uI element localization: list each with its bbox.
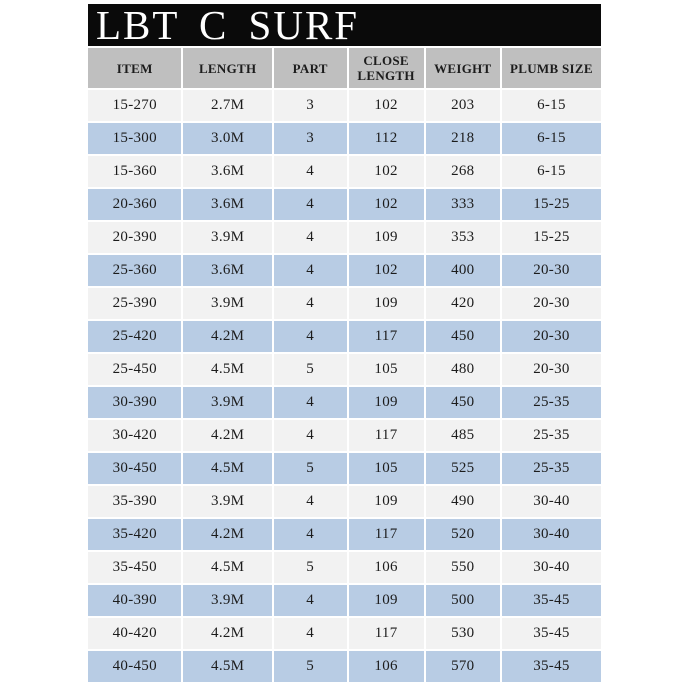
table-cell: 105 (349, 453, 424, 484)
table-cell: 112 (349, 123, 424, 154)
table-cell: 30-40 (502, 486, 601, 517)
table-cell: 4 (274, 222, 347, 253)
table-cell: 35-420 (88, 519, 181, 550)
table-cell: 6-15 (502, 123, 601, 154)
table-row (88, 651, 601, 682)
table-cell: 520 (426, 519, 500, 550)
table-cell: 25-450 (88, 354, 181, 385)
table-cell: 3.9M (183, 486, 271, 517)
table-cell: 5 (274, 552, 347, 583)
table-row (88, 255, 601, 286)
table-cell: 20-30 (502, 354, 601, 385)
table-cell: 4 (274, 519, 347, 550)
table-cell: 40-450 (88, 651, 181, 682)
table-row (88, 585, 601, 616)
table-cell: 2.7M (183, 90, 271, 121)
table-cell: 6-15 (502, 90, 601, 121)
table-cell: 4.5M (183, 651, 271, 682)
table-cell: 30-40 (502, 519, 601, 550)
table-cell: 3.9M (183, 387, 271, 418)
table-cell: 500 (426, 585, 500, 616)
table-cell: 4 (274, 585, 347, 616)
column-header: CLOSE LENGTH (349, 48, 424, 88)
table-cell: 40-420 (88, 618, 181, 649)
table-cell: 109 (349, 387, 424, 418)
table-cell: 268 (426, 156, 500, 187)
table-cell: 4.2M (183, 519, 271, 550)
table-cell: 25-390 (88, 288, 181, 319)
table-cell: 6-15 (502, 156, 601, 187)
table-cell: 25-35 (502, 387, 601, 418)
table-cell: 102 (349, 90, 424, 121)
table-cell: 4.5M (183, 552, 271, 583)
table-cell: 5 (274, 651, 347, 682)
table-cell: 30-420 (88, 420, 181, 451)
table-row (88, 387, 601, 418)
table-cell: 4.5M (183, 354, 271, 385)
table-cell: 15-300 (88, 123, 181, 154)
table-cell: 35-45 (502, 651, 601, 682)
table-cell: 30-40 (502, 552, 601, 583)
table-cell: 15-25 (502, 222, 601, 253)
table-cell: 15-270 (88, 90, 181, 121)
table-cell: 40-390 (88, 585, 181, 616)
table-cell: 450 (426, 321, 500, 352)
table-cell: 4 (274, 486, 347, 517)
table-row (88, 618, 601, 649)
table-cell: 102 (349, 189, 424, 220)
table-cell: 3.6M (183, 189, 271, 220)
table-cell: 3.6M (183, 156, 271, 187)
table-container (86, 4, 603, 684)
column-header: PLUMB SIZE (502, 48, 601, 88)
table-cell: 218 (426, 123, 500, 154)
table-title: LBT C SURF (88, 4, 601, 46)
table-cell: 25-35 (502, 453, 601, 484)
table-cell: 15-25 (502, 189, 601, 220)
table-row (88, 156, 601, 187)
table-cell: 25-35 (502, 420, 601, 451)
table-cell: 30-390 (88, 387, 181, 418)
table-row (88, 123, 601, 154)
table-cell: 480 (426, 354, 500, 385)
table-cell: 4 (274, 156, 347, 187)
table-cell: 203 (426, 90, 500, 121)
table-cell: 3.6M (183, 255, 271, 286)
table-cell: 3.9M (183, 222, 271, 253)
table-row (88, 486, 601, 517)
table-row (88, 453, 601, 484)
table-cell: 20-30 (502, 288, 601, 319)
table-cell: 570 (426, 651, 500, 682)
table-cell: 20-30 (502, 255, 601, 286)
table-cell: 5 (274, 453, 347, 484)
table-row (88, 420, 601, 451)
table-cell: 35-450 (88, 552, 181, 583)
table-row (88, 189, 601, 220)
table-cell: 333 (426, 189, 500, 220)
table-cell: 117 (349, 321, 424, 352)
table-cell: 550 (426, 552, 500, 583)
table-cell: 4.2M (183, 321, 271, 352)
table-cell: 400 (426, 255, 500, 286)
table-cell: 4 (274, 288, 347, 319)
table-cell: 105 (349, 354, 424, 385)
table-cell: 106 (349, 552, 424, 583)
table-cell: 3 (274, 90, 347, 121)
table-cell: 20-360 (88, 189, 181, 220)
table-cell: 525 (426, 453, 500, 484)
table-cell: 25-360 (88, 255, 181, 286)
column-header: PART (274, 48, 347, 88)
table-cell: 3.0M (183, 123, 271, 154)
table-cell: 4 (274, 420, 347, 451)
table-row (88, 222, 601, 253)
table-cell: 109 (349, 288, 424, 319)
table-cell: 117 (349, 519, 424, 550)
table-cell: 420 (426, 288, 500, 319)
table-row (88, 288, 601, 319)
table-cell: 4 (274, 387, 347, 418)
table-cell: 4.2M (183, 618, 271, 649)
table-cell: 106 (349, 651, 424, 682)
table-cell: 35-45 (502, 585, 601, 616)
table-cell: 109 (349, 222, 424, 253)
table-cell: 490 (426, 486, 500, 517)
table-cell: 20-390 (88, 222, 181, 253)
table-cell: 102 (349, 156, 424, 187)
table-row (88, 90, 601, 121)
table-cell: 109 (349, 585, 424, 616)
table-cell: 4 (274, 618, 347, 649)
table-cell: 353 (426, 222, 500, 253)
table-cell: 450 (426, 387, 500, 418)
table-cell: 35-45 (502, 618, 601, 649)
column-header: ITEM (88, 48, 181, 88)
table-cell: 35-390 (88, 486, 181, 517)
table-cell: 117 (349, 618, 424, 649)
table-row (88, 519, 601, 550)
table-cell: 485 (426, 420, 500, 451)
table-row (88, 552, 601, 583)
table-cell: 25-420 (88, 321, 181, 352)
table-cell: 4.5M (183, 453, 271, 484)
column-header: LENGTH (183, 48, 271, 88)
table-cell: 117 (349, 420, 424, 451)
table-cell: 4 (274, 255, 347, 286)
table-cell: 5 (274, 354, 347, 385)
header-row (88, 48, 601, 88)
table-cell: 102 (349, 255, 424, 286)
table-cell: 30-450 (88, 453, 181, 484)
size-table (86, 46, 603, 684)
table-cell: 530 (426, 618, 500, 649)
table-cell: 20-30 (502, 321, 601, 352)
table-cell: 4.2M (183, 420, 271, 451)
table-cell: 4 (274, 321, 347, 352)
table-body (88, 90, 601, 682)
table-row (88, 321, 601, 352)
column-header: WEIGHT (426, 48, 500, 88)
table-cell: 15-360 (88, 156, 181, 187)
table-cell: 4 (274, 189, 347, 220)
table-cell: 3.9M (183, 288, 271, 319)
table-cell: 3 (274, 123, 347, 154)
table-cell: 3.9M (183, 585, 271, 616)
table-row (88, 354, 601, 385)
table-cell: 109 (349, 486, 424, 517)
